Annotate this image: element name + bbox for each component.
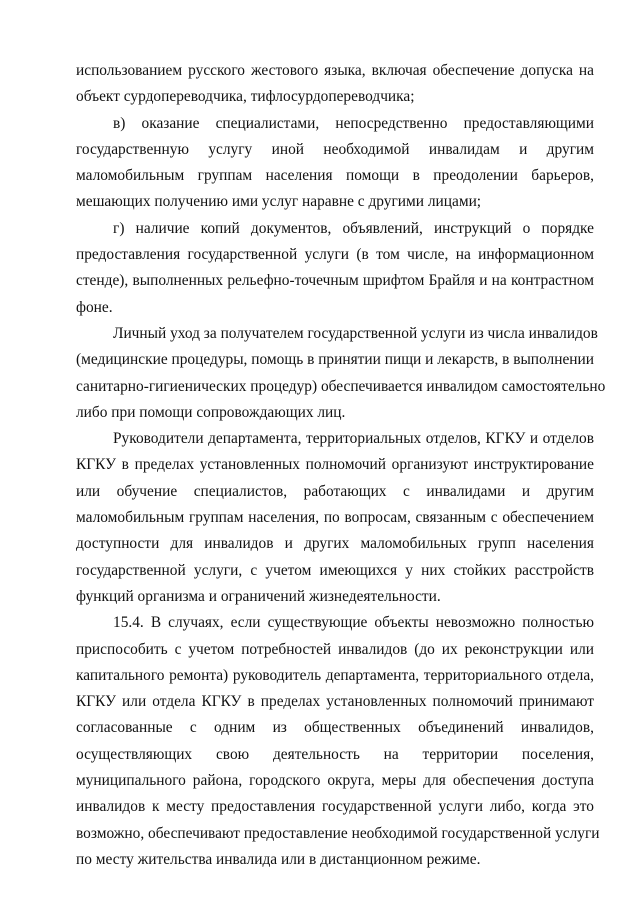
text-line: капитального ремонта) руководитель департамента, территориального отдела, (76, 666, 594, 684)
text-line: приспособить с учетом потребностей инвалидов (до их реконструкции или (76, 640, 594, 658)
text-line: доступности для инвалидов и других маломобильных групп населения (76, 535, 594, 553)
text-line: Личный уход за получателем государственной услуги из числа инвалидов (113, 324, 598, 342)
text-line: 15.4. В случаях, если существующие объекты невозможно полностью (113, 614, 594, 632)
text-line: государственной услуги, с учетом имеющихся у них стойких расстройств (76, 561, 594, 579)
text-line: по месту жительства инвалида или в дистанционном режиме. (76, 850, 481, 868)
text-line: г) наличие копий документов, объявлений, инструкций о порядке (113, 219, 594, 237)
text-line: КГКУ или отдела КГКУ в пределах установленных полномочий принимают (76, 693, 594, 711)
text-line: государственную услугу иной необходимой инвалидам и другим (76, 140, 594, 158)
text-line: использованием русского жестового языка, включая обеспечение допуска на (76, 62, 594, 79)
text-line: осуществляющих свою деятельность на территории поселения, (76, 745, 594, 763)
text-line: или обучение специалистов, работающих с инвалидами и другим (76, 482, 594, 500)
text-line: Руководители департамента, территориальных отделов, КГКУ и отделов (113, 430, 594, 448)
text-line: стенде), выполненных рельефно-точечным шрифтом Брайля и на контрастном (76, 272, 594, 290)
text-line: санитарно-гигиенических процедур) обеспечивается инвалидом самостоятельно (76, 377, 606, 395)
text-line: фоне. (76, 298, 113, 316)
text-line: мешающих получению ими услуг наравне с другими лицами; (76, 193, 482, 211)
text-line: функций организма и ограничений жизнедеятельности. (76, 587, 441, 605)
text-line: предоставления государственной услуги (в том числе, на информационном (76, 246, 594, 264)
document-body (76, 58, 606, 873)
text-line: либо при помощи сопровождающих лиц. (76, 403, 346, 421)
text-line: КГКУ в пределах установленных полномочий организуют инструктирование (76, 456, 594, 474)
text-line: маломобильным группам населения помощи в преодолении барьеров, (76, 167, 594, 185)
text-line: маломобильным группам населения, по вопросам, связанным с обеспечением (76, 509, 594, 527)
text-line: в) оказание специалистами, непосредственно предоставляющими (113, 114, 594, 132)
text-line: (медицинские процедуры, помощь в принятии пищи и лекарств, в выполнении (76, 351, 594, 369)
text-line: инвалидов к месту предоставления государственной услуги либо, когда это (76, 798, 594, 816)
text-line: возможно, обеспечивают предоставление необходимой государственной услуги (76, 824, 600, 842)
text-line: объект сурдопереводчика, тифлосурдопереводчика; (76, 88, 415, 106)
text-line: согласованные с одним из общественных объединений инвалидов, (76, 719, 594, 737)
text-line: муниципального района, городского округа, меры для обеспечения доступа (76, 772, 594, 790)
